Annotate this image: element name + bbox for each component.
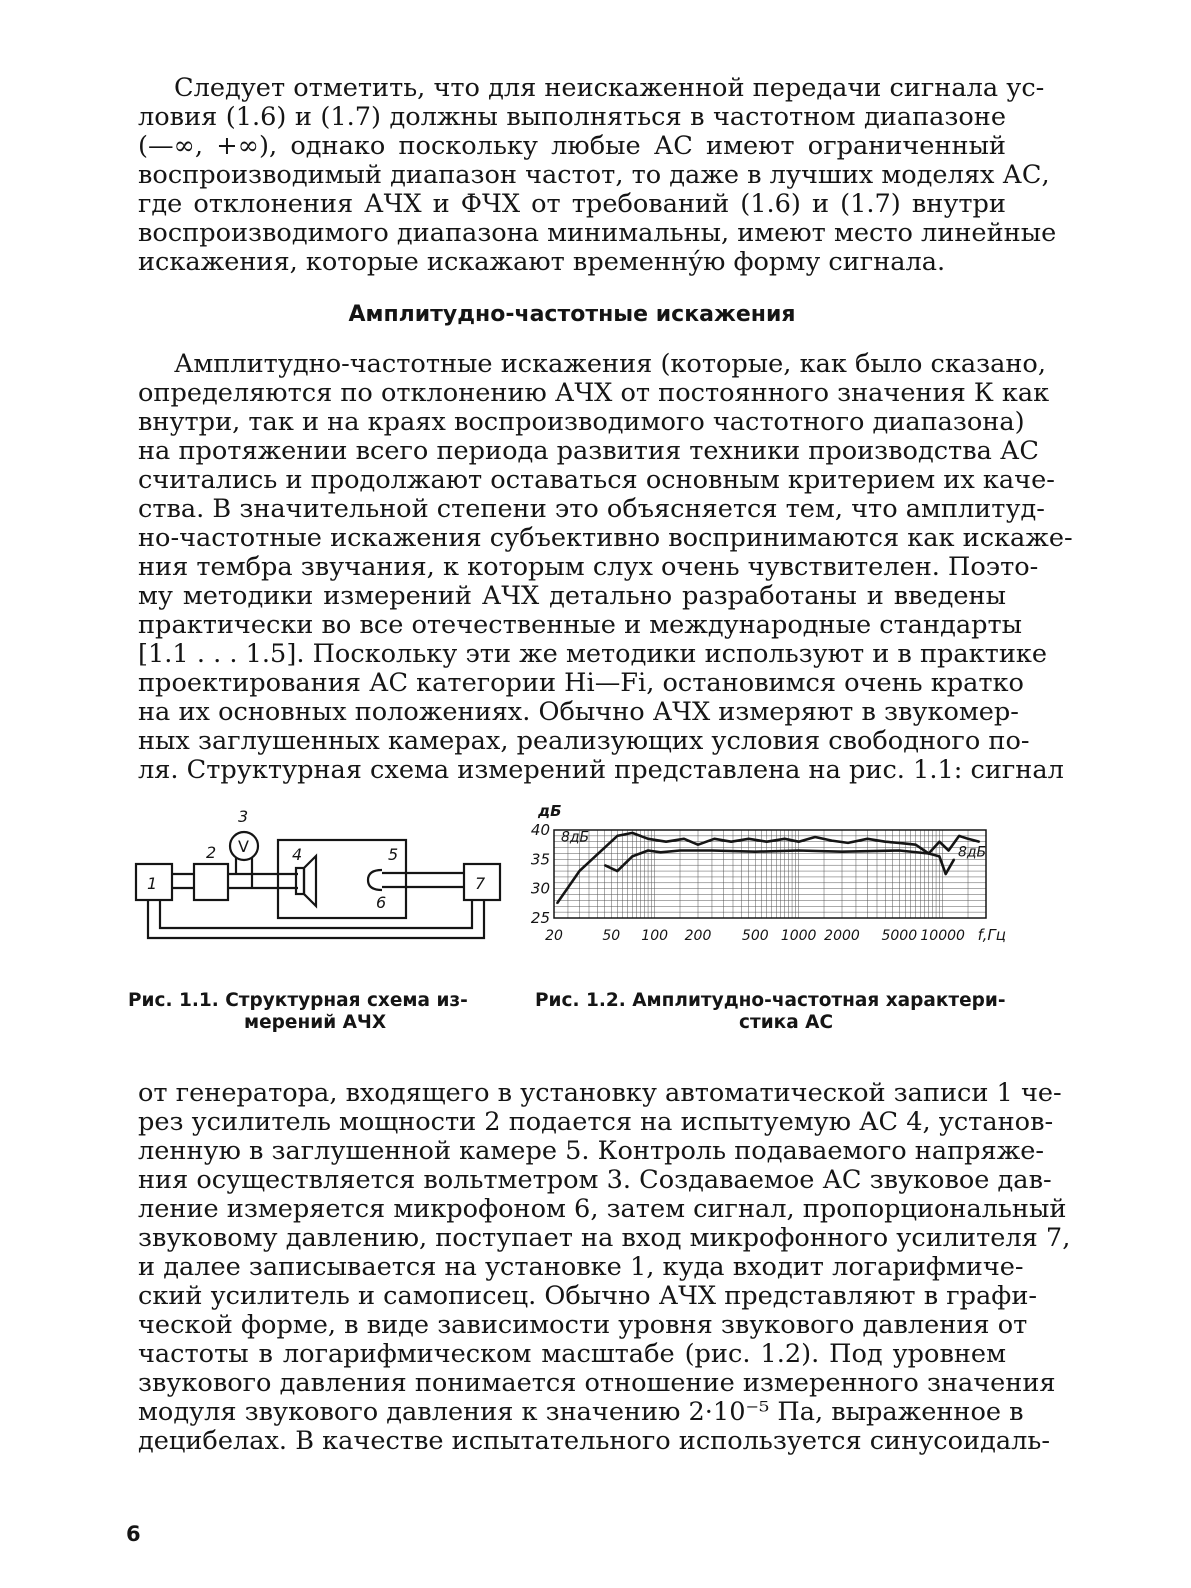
text-line: проектирования АС категории Hi—Fi, остановимся очень кратко xyxy=(138,668,1024,698)
text-line: звуковому давлению, поступает на вход микрофонного усилителя 7, xyxy=(138,1223,1071,1253)
paragraph-amplitude-distortion xyxy=(138,349,1073,785)
figure-frequency-response-chart xyxy=(508,798,1008,963)
text-line: рез усилитель мощности 2 подается на испытуемую АС 4, установ- xyxy=(138,1107,1054,1137)
figure-block-diagram xyxy=(128,800,508,980)
caption-figure-1-1-line1: Рис. 1.1. Структурная схема из- xyxy=(128,990,468,1011)
data-point-lower xyxy=(711,850,713,852)
text-line: воспроизводимый диапазон частот, то даже в лучших моделях АС, xyxy=(138,160,1050,190)
x-tick-label: 200 xyxy=(684,928,712,944)
x-tick-label: 100 xyxy=(641,928,669,944)
text-line: практически во все отечественные и международные стандарты xyxy=(138,610,1023,640)
text-line: ловия (1.6) и (1.7) должны выполняться в частотном диапазоне xyxy=(138,102,1006,132)
paragraph-measurement-description xyxy=(138,1078,1071,1456)
x-tick-label: 10000 xyxy=(920,928,965,944)
x-tick-label: 2000 xyxy=(824,928,860,944)
data-point-lower xyxy=(755,851,757,853)
label-voltmeter: V xyxy=(238,837,249,856)
data-point-upper xyxy=(616,835,618,837)
speaker-body xyxy=(296,868,304,894)
data-point-upper xyxy=(748,838,750,840)
data-point-upper xyxy=(798,841,800,843)
text-line: [1.1 . . . 1.5]. Поскольку эти же методики используют и в практике xyxy=(138,639,1048,669)
data-point-lower xyxy=(616,870,618,872)
x-tick-label: 500 xyxy=(741,928,769,944)
y-tick-label: 30 xyxy=(530,879,550,898)
data-point-lower xyxy=(899,850,901,852)
speaker-cone xyxy=(304,856,316,906)
data-point-lower xyxy=(939,856,941,858)
data-point-upper xyxy=(556,903,558,905)
data-point-upper xyxy=(766,841,768,843)
data-point-upper xyxy=(939,841,941,843)
text-line: ля. Структурная схема измерений представлена на рис. 1.1: сигнал xyxy=(138,755,1064,785)
caption-figure-1-2-line1: Рис. 1.2. Амплитудно-частотная характери- xyxy=(535,990,1006,1011)
text-line: ния тембра звучания, к которым слух очень чувствителен. Поэто- xyxy=(138,552,1039,582)
data-point-lower xyxy=(945,873,947,875)
data-point-upper xyxy=(867,838,869,840)
data-point-upper xyxy=(831,840,833,842)
data-point-upper xyxy=(967,838,969,840)
text-line: (—∞, +∞), однако поскольку любые АС имеют ограниченный xyxy=(138,131,1006,161)
data-point-lower xyxy=(660,851,662,853)
x-axis-label: f,Гц xyxy=(977,926,1006,944)
section-heading: Амплитудно-частотные искажения xyxy=(348,302,796,327)
text-line: считались и продолжают оставаться основным критерием их каче- xyxy=(138,465,1055,495)
caption-figure-1-1-line2: мерений АЧХ xyxy=(244,1012,387,1033)
caption-figure-1-2 xyxy=(535,990,1006,1034)
text-line: Амплитудно-частотные искажения (которые, как было сказано, xyxy=(174,349,1046,379)
annotation-label: 8дБ xyxy=(560,829,590,846)
text-line: частоты в логарифмическом масштабе (рис. 1.2). Под уровнем xyxy=(138,1339,1006,1369)
data-point-upper xyxy=(899,842,901,844)
label-2: 2 xyxy=(206,843,217,862)
x-tick-label: 1000 xyxy=(780,928,817,944)
text-line: и далее записывается на установке 1, куда входит логарифмиче- xyxy=(138,1252,1024,1282)
caption-figure-1-1 xyxy=(128,990,468,1034)
text-line: где отклонения АЧХ и ФЧХ от требований (1.6) и (1.7) внутри xyxy=(138,189,1006,219)
text-line: определяются по отклонению АЧХ от постоянного значения К как xyxy=(138,378,1050,408)
data-point-upper xyxy=(730,841,732,843)
data-point-lower xyxy=(679,850,681,852)
data-point-upper xyxy=(632,832,634,834)
text-line: воспроизводимого диапазона минимальны, имеют место линейные xyxy=(138,218,1057,248)
data-point-upper xyxy=(714,838,716,840)
data-point-upper xyxy=(697,844,699,846)
data-point-upper xyxy=(579,870,581,872)
text-line: звукового давления понимается отношение измеренного значения xyxy=(138,1368,1056,1398)
label-4: 4 xyxy=(292,845,303,864)
data-point-lower xyxy=(604,864,606,866)
y-axis-label: дБ xyxy=(538,802,562,820)
microphone xyxy=(368,870,382,890)
text-line: на их основных положениях. Обычно АЧХ измеряют в звукомер- xyxy=(138,697,1019,727)
text-line: Следует отметить, что для неискаженной передачи сигнала ус- xyxy=(174,73,1045,103)
text-line: ленную в заглушенной камере 5. Контроль подаваемого напряже- xyxy=(138,1136,1045,1166)
text-line: ния осуществляется вольтметром 3. Создаваемое АС звуковое дав- xyxy=(138,1165,1052,1195)
data-point-upper xyxy=(814,836,816,838)
text-line: модуля звукового давления к значению 2·10⁻⁵ Па, выраженное в xyxy=(138,1397,1024,1427)
text-line: ление измеряется микрофоном 6, затем сигнал, пропорциональный xyxy=(138,1194,1067,1224)
caption-figure-1-2-line2: стика АС xyxy=(739,1012,834,1033)
x-tick-label: 50 xyxy=(602,928,621,944)
text-line: искажения, которые искажают временну́ю форму сигнала. xyxy=(138,247,946,277)
text-line: внутри, так и на краях воспроизводимого частотного диапазона) xyxy=(138,407,1025,437)
x-tick-label: 5000 xyxy=(881,928,918,944)
block-2-amplifier xyxy=(194,864,228,900)
data-point-upper xyxy=(847,842,849,844)
text-line: ческой форме, в виде зависимости уровня звукового давления от xyxy=(138,1310,1028,1340)
label-1: 1 xyxy=(147,874,158,893)
data-point-upper xyxy=(665,841,667,843)
y-tick-label: 25 xyxy=(530,909,550,927)
text-line: ства. В значительной степени это объясняется тем, что амплитуд- xyxy=(138,494,1045,524)
data-point-upper xyxy=(604,847,606,849)
series-line-lower xyxy=(605,851,954,875)
page-number: 6 xyxy=(126,1522,141,1546)
data-point-upper xyxy=(958,835,960,837)
data-point-lower xyxy=(632,856,634,858)
y-tick-label: 40 xyxy=(530,821,550,839)
text-line: на протяжении всего периода развития техники производства АС xyxy=(138,436,1039,466)
text-line: ных заглушенных камерах, реализующих условия свободного по- xyxy=(138,726,1030,756)
text-line: децибелах. В качестве испытательного используется синусоидаль- xyxy=(138,1426,1050,1456)
y-tick-label: 35 xyxy=(530,850,550,869)
data-point-lower xyxy=(798,850,800,852)
text-line: от генератора, входящего в установку автоматической записи 1 че- xyxy=(138,1078,1062,1108)
data-point-lower xyxy=(953,859,955,861)
data-point-lower xyxy=(647,850,649,852)
data-point-upper xyxy=(784,838,786,840)
data-point-upper xyxy=(885,841,887,843)
data-point-lower xyxy=(928,853,930,855)
annotation-label: 8дБ xyxy=(957,844,987,861)
paragraph-intro xyxy=(138,73,1057,277)
text-line: ский усилитель и самописец. Обычно АЧХ представляют в графи- xyxy=(138,1281,1038,1311)
label-6: 6 xyxy=(376,893,387,912)
text-line: му методики измерений АЧХ детально разработаны и введены xyxy=(138,581,1006,611)
data-point-upper xyxy=(948,850,950,852)
label-3: 3 xyxy=(238,807,249,826)
text-line: но-частотные искажения субъективно воспринимаются как искаже- xyxy=(138,523,1073,553)
chart-frame xyxy=(554,830,986,918)
data-point-upper xyxy=(647,838,649,840)
data-point-lower xyxy=(841,851,843,853)
data-point-upper xyxy=(683,838,685,840)
label-7: 7 xyxy=(475,874,486,893)
label-5: 5 xyxy=(388,845,399,864)
data-point-upper xyxy=(915,844,917,846)
x-tick-label: 20 xyxy=(545,928,563,944)
data-point-upper xyxy=(979,841,981,843)
